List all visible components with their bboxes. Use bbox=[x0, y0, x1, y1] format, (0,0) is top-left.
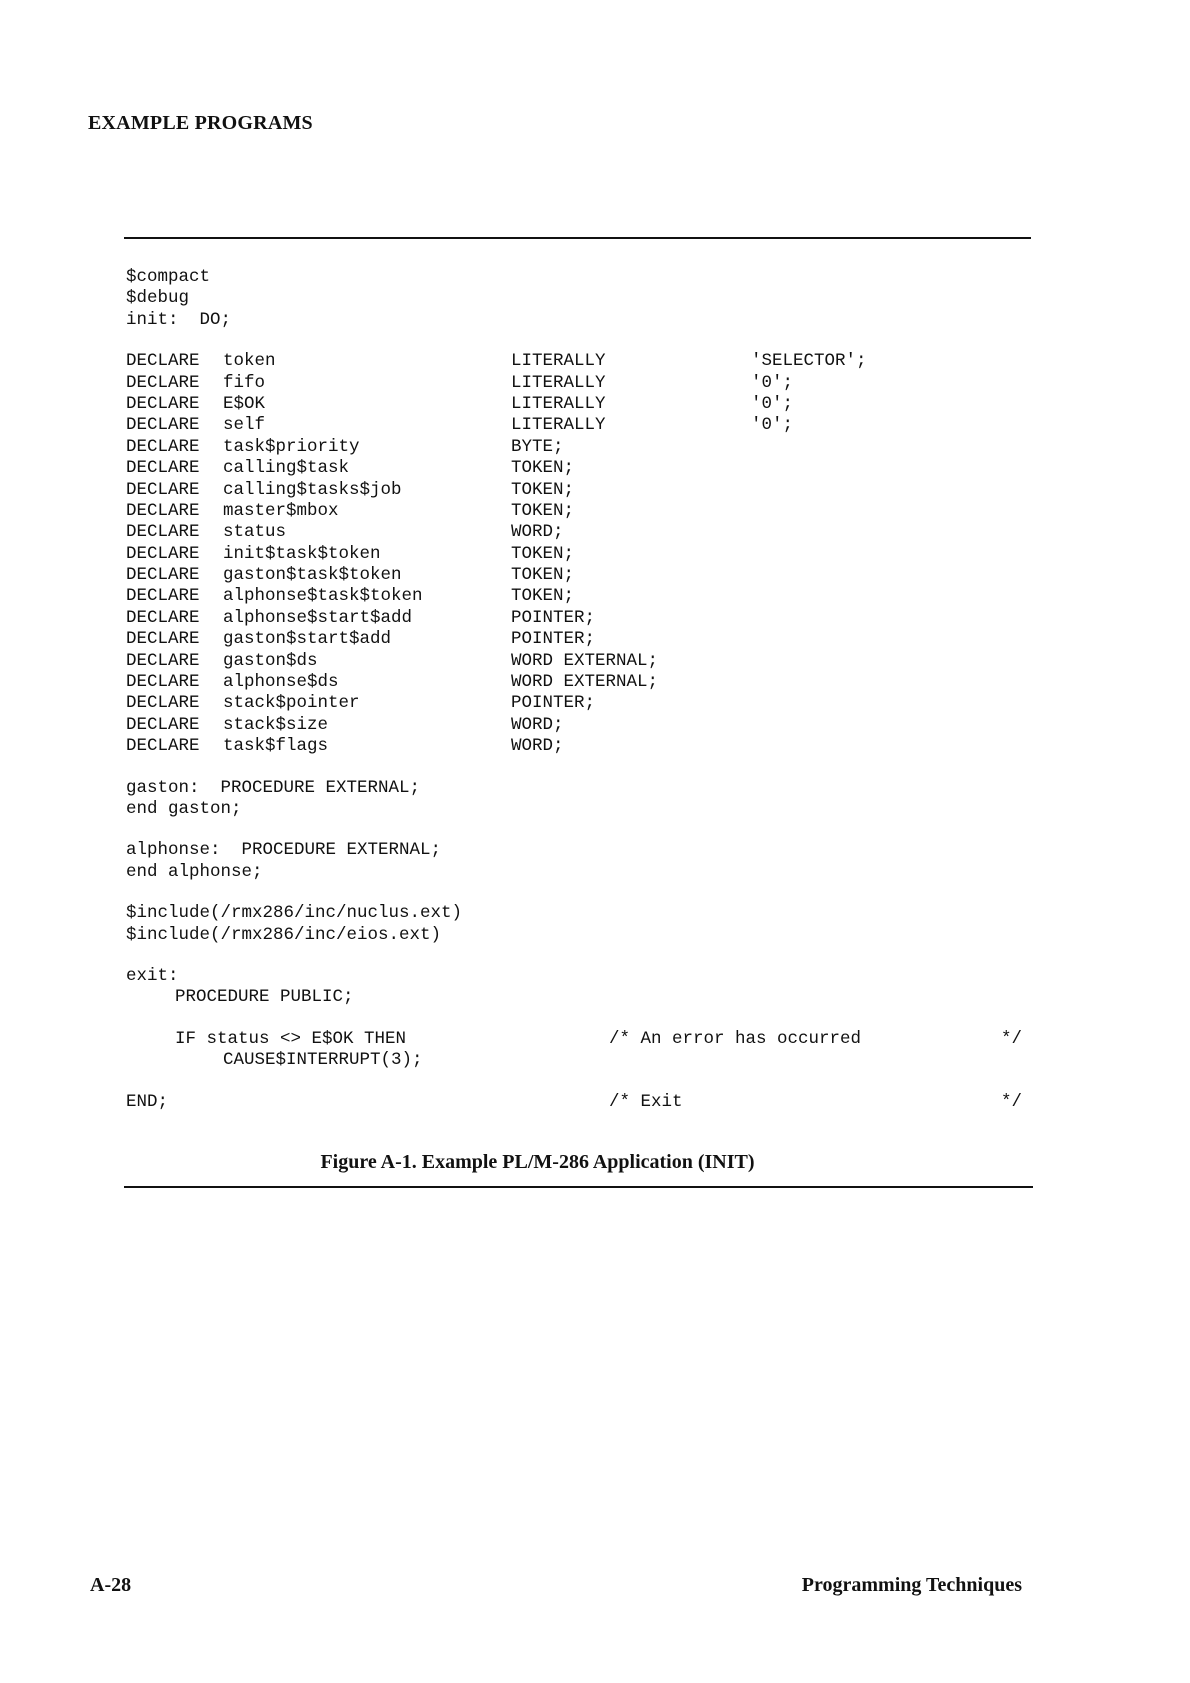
code-line bbox=[126, 288, 190, 309]
decl-keyword: DECLARE bbox=[126, 629, 200, 650]
decl-name: init$task$token bbox=[223, 543, 381, 564]
decl-type: WORD; bbox=[511, 714, 564, 735]
declaration-line bbox=[126, 415, 794, 436]
decl-keyword: DECLARE bbox=[126, 436, 200, 457]
decl-name: token bbox=[223, 351, 276, 372]
declaration-line bbox=[126, 586, 575, 607]
code-text: end alphonse; bbox=[126, 861, 263, 882]
decl-name: alphonse$ds bbox=[223, 672, 339, 693]
decl-name: alphonse$start$add bbox=[223, 607, 413, 628]
blank-line bbox=[126, 758, 168, 778]
code-line bbox=[126, 987, 354, 1008]
code-line bbox=[126, 840, 442, 861]
code-line bbox=[126, 965, 179, 987]
decl-type: TOKEN; bbox=[511, 565, 575, 586]
decl-name: calling$tasks$job bbox=[223, 479, 402, 500]
decl-type: POINTER; bbox=[511, 629, 596, 650]
code-text: $include(/rmx286/inc/nuclus.ext) bbox=[126, 903, 463, 924]
code-text: exit: bbox=[126, 965, 179, 986]
decl-name: gaston$ds bbox=[223, 650, 318, 671]
decl-type: LITERALLY bbox=[511, 372, 606, 393]
declaration-line bbox=[126, 372, 794, 394]
code-text: IF status <> E$OK THEN bbox=[175, 1028, 407, 1049]
code-line bbox=[126, 777, 421, 799]
code-line bbox=[126, 798, 242, 820]
code-comment-end: */ bbox=[1001, 1091, 1023, 1112]
code-listing bbox=[126, 267, 1023, 1113]
footer-section-name: Programming Techniques bbox=[801, 1574, 1022, 1596]
blank-line bbox=[126, 820, 168, 840]
decl-type: WORD EXTERNAL; bbox=[511, 672, 659, 693]
code-text: END; bbox=[126, 1091, 169, 1112]
decl-keyword: DECLARE bbox=[126, 458, 200, 479]
decl-keyword: DECLARE bbox=[126, 351, 200, 372]
decl-keyword: DECLARE bbox=[126, 500, 200, 521]
decl-keyword: DECLARE bbox=[126, 693, 200, 714]
decl-name: self bbox=[223, 415, 266, 436]
figure-top-rule bbox=[124, 237, 1031, 239]
decl-keyword: DECLARE bbox=[126, 736, 200, 757]
section-title: EXAMPLE PROGRAMS bbox=[88, 112, 313, 134]
code-text: PROCEDURE PUBLIC; bbox=[175, 987, 354, 1008]
decl-keyword: DECLARE bbox=[126, 393, 200, 414]
decl-name: alphonse$task$token bbox=[223, 586, 423, 607]
decl-keyword: DECLARE bbox=[126, 522, 200, 543]
declaration-line bbox=[126, 351, 867, 372]
decl-keyword: DECLARE bbox=[126, 672, 200, 693]
decl-value: 'SELECTOR'; bbox=[751, 351, 867, 372]
decl-keyword: DECLARE bbox=[126, 565, 200, 586]
code-line bbox=[126, 1050, 423, 1071]
declaration-line bbox=[126, 672, 659, 693]
decl-keyword: DECLARE bbox=[126, 650, 200, 671]
decl-type: LITERALLY bbox=[511, 351, 606, 372]
declaration-line bbox=[126, 736, 564, 757]
declaration-line bbox=[126, 629, 596, 650]
decl-type: TOKEN; bbox=[511, 479, 575, 500]
code-line bbox=[126, 924, 442, 946]
decl-value: '0'; bbox=[751, 393, 794, 414]
code-text: $debug bbox=[126, 288, 190, 309]
decl-type: TOKEN; bbox=[511, 500, 575, 521]
decl-name: status bbox=[223, 522, 287, 543]
code-comment: /* An error has occurred bbox=[609, 1028, 862, 1049]
code-line bbox=[126, 309, 232, 331]
declaration-line bbox=[126, 458, 575, 479]
decl-type: LITERALLY bbox=[511, 415, 606, 436]
declaration-line bbox=[126, 693, 596, 714]
decl-keyword: DECLARE bbox=[126, 586, 200, 607]
decl-name: E$OK bbox=[223, 393, 266, 414]
decl-name: calling$task bbox=[223, 458, 350, 479]
decl-name: gaston$start$add bbox=[223, 629, 392, 650]
decl-type: WORD; bbox=[511, 522, 564, 543]
declaration-line bbox=[126, 607, 596, 629]
declaration-line bbox=[126, 522, 564, 543]
decl-keyword: DECLARE bbox=[126, 415, 200, 436]
decl-value: '0'; bbox=[751, 372, 794, 393]
decl-name: gaston$task$token bbox=[223, 565, 402, 586]
declaration-line bbox=[126, 500, 575, 522]
code-comment-end: */ bbox=[1001, 1028, 1023, 1049]
decl-type: LITERALLY bbox=[511, 393, 606, 414]
code-text: $include(/rmx286/inc/eios.ext) bbox=[126, 924, 442, 945]
code-line bbox=[126, 1028, 1023, 1050]
decl-name: master$mbox bbox=[223, 500, 339, 521]
code-line bbox=[126, 903, 463, 924]
declaration-line bbox=[126, 714, 564, 736]
code-text: alphonse: PROCEDURE EXTERNAL; bbox=[126, 840, 442, 861]
code-text: $compact bbox=[126, 267, 211, 287]
decl-value: '0'; bbox=[751, 415, 794, 436]
declaration-line bbox=[126, 393, 794, 415]
blank-line bbox=[126, 1009, 168, 1029]
declaration-line bbox=[126, 479, 575, 501]
blank-line bbox=[126, 331, 168, 351]
decl-keyword: DECLARE bbox=[126, 479, 200, 500]
code-comment: /* Exit bbox=[609, 1091, 683, 1112]
decl-keyword: DECLARE bbox=[126, 543, 200, 564]
declaration-line bbox=[126, 565, 575, 586]
page-number: A-28 bbox=[90, 1574, 132, 1596]
decl-type: POINTER; bbox=[511, 607, 596, 628]
code-text: gaston: PROCEDURE EXTERNAL; bbox=[126, 777, 421, 798]
decl-type: TOKEN; bbox=[511, 458, 575, 479]
decl-type: BYTE; bbox=[511, 436, 564, 457]
decl-type: WORD; bbox=[511, 736, 564, 757]
decl-name: task$priority bbox=[223, 436, 360, 457]
decl-keyword: DECLARE bbox=[126, 607, 200, 628]
declaration-line bbox=[126, 543, 575, 565]
decl-type: WORD EXTERNAL; bbox=[511, 650, 659, 671]
code-line bbox=[126, 1091, 1023, 1113]
code-text: end gaston; bbox=[126, 798, 242, 819]
decl-name: fifo bbox=[223, 372, 266, 393]
figure-bottom-rule bbox=[124, 1186, 1033, 1188]
declaration-line bbox=[126, 436, 564, 458]
decl-type: TOKEN; bbox=[511, 543, 575, 564]
code-text: CAUSE$INTERRUPT(3); bbox=[223, 1050, 423, 1071]
decl-name: stack$pointer bbox=[223, 693, 360, 714]
decl-type: TOKEN; bbox=[511, 586, 575, 607]
declaration-line bbox=[126, 650, 659, 672]
decl-name: stack$size bbox=[223, 714, 329, 735]
decl-keyword: DECLARE bbox=[126, 372, 200, 393]
code-text: init: DO; bbox=[126, 309, 232, 330]
code-line bbox=[126, 861, 263, 883]
decl-name: task$flags bbox=[223, 736, 329, 757]
figure-caption: Figure A-1. Example PL/M-286 Application (INIT) bbox=[320, 1151, 755, 1173]
decl-type: POINTER; bbox=[511, 693, 596, 714]
decl-keyword: DECLARE bbox=[126, 714, 200, 735]
blank-line bbox=[126, 946, 168, 966]
blank-line bbox=[126, 883, 168, 903]
declarations-block bbox=[126, 351, 867, 757]
code-line bbox=[126, 267, 211, 288]
